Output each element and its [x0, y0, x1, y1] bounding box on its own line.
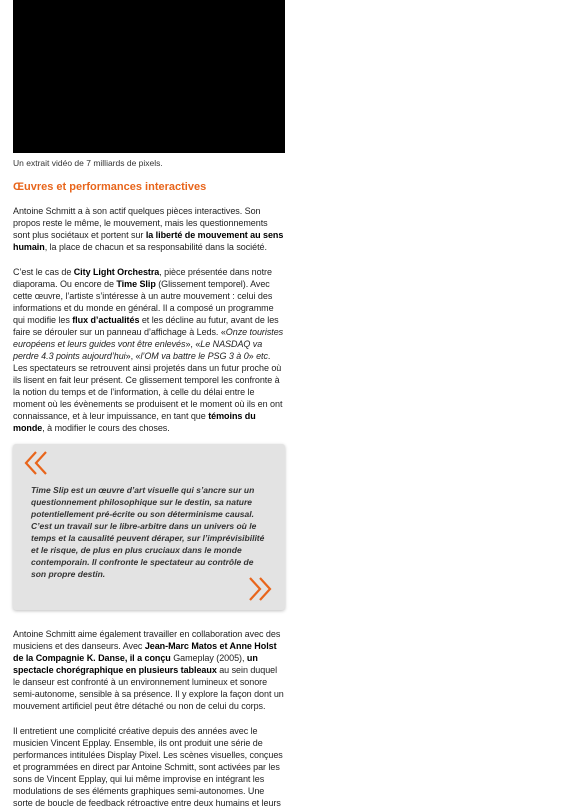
paragraph-city-light: C’est le cas de City Light Orchestra, pièce présentée dans notre diaporama. Ou encore de Time Slip (Glissement temporel). Avec cette œuvre, l’artiste s’intéresse à un autre mouvement : celui des informations et du monde en général. Il a composé un programme qui modifie les flux d’actualités et les décline au futur, avant de les faire se dérouler sur un panneau d’affichage à Leds. «Onze touristes européens et leurs guides vont être enlevés», «Le NASDAQ va perdre 4.3 points aujourd’hui», «l’OM va battre le PSG 3 à 0» etc. Les spectateurs se retrouvent ainsi projetés dans un futur proche où ils lisent en fait leur présent. Ce glissement temporel les confronte à la notion du temps et de l’information, à celle du délai entre le moment où les évènements se produisent et le moment où ils en ont connaissance, et à leur impuissance, en tant que témoins du monde, à modifier le cours des choses. — [13, 267, 284, 433]
pull-quote — [13, 444, 285, 610]
paragraph-intro: Antoine Schmitt a à son actif quelques pièces interactives. Son propos reste le même, le mouvement, mais les questionnements sont plus sociétaux et portent sur la liberté de mouvement au sens humain, la place de chacun et sa responsabilité dans la société. — [13, 206, 284, 252]
emphasis: témoins du monde — [13, 411, 256, 433]
emphasis: un spectacle chorégraphique en plusieurs tableaux — [13, 653, 258, 675]
video-caption: Un extrait vidéo de 7 milliards de pixels. — [13, 158, 163, 168]
emphasis: flux d’actualités — [72, 315, 140, 325]
open-quote-icon — [23, 450, 49, 476]
article-column — [13, 0, 285, 809]
paragraph-collaboration: Antoine Schmitt aime également travailler en collaboration avec des musiciens et des danseurs. Avec Jean-Marc Matos et Anne Holst de la Compagnie K. Danse, il a conçu Gameplay (2005), un spectacle chorégraphique en plusieurs tableaux au sein duquel le danseur est confronté à un environnement lumineux et sonore semi-autonome, sensible à sa présence. Il y explore la façon dont un mouvement artificiel peut être détaché ou non de celui du corps. — [13, 629, 284, 711]
quote-text: Time Slip est un œuvre d’art visuelle qui s’ancre sur un questionnement philosophique sur le destin, sa nature potentiellement pré-écrite ou son déterminisme causal. C’est un travail sur le libre-arbitre dans un univers où le temps et la causalité peuvent déraper, sur l’imprévisibilité et le risque, de plus en plus cruciaux dans le monde contemporain. Il confronte le spectateur au contrôle de son propre destin. — [31, 485, 265, 579]
emphasis: la liberté de mouvement au sens humain — [13, 230, 284, 252]
link-time-slip[interactable]: Time Slip — [116, 279, 156, 289]
section-heading: Œuvres et performances interactives — [13, 181, 207, 193]
link-jean-marc-matos[interactable]: Jean-Marc Matos et Anne Holst de la Compagnie K. Danse, il a conçu — [13, 641, 277, 663]
close-quote-icon — [247, 576, 273, 602]
link-city-light-orchestra[interactable]: City Light Orchestra — [73, 267, 160, 277]
paragraph-display-pixel: Il entretient une complicité créative depuis des années avec le musicien Vincent Epplay. Ensemble, ils ont produit une série de performances intitulées Display Pixel. Les scènes visuelles, conçues et programmées en direct par Antoine Schmitt, sont activées par les sons de Vincent Epplay, qui lui même improvise en intégrant les modulations de ses éléments graphiques semi-autonomes. Une sorte de boucle de feedback rétroactive entre deux humains et leurs — [13, 726, 283, 808]
video-player[interactable] — [13, 0, 285, 153]
